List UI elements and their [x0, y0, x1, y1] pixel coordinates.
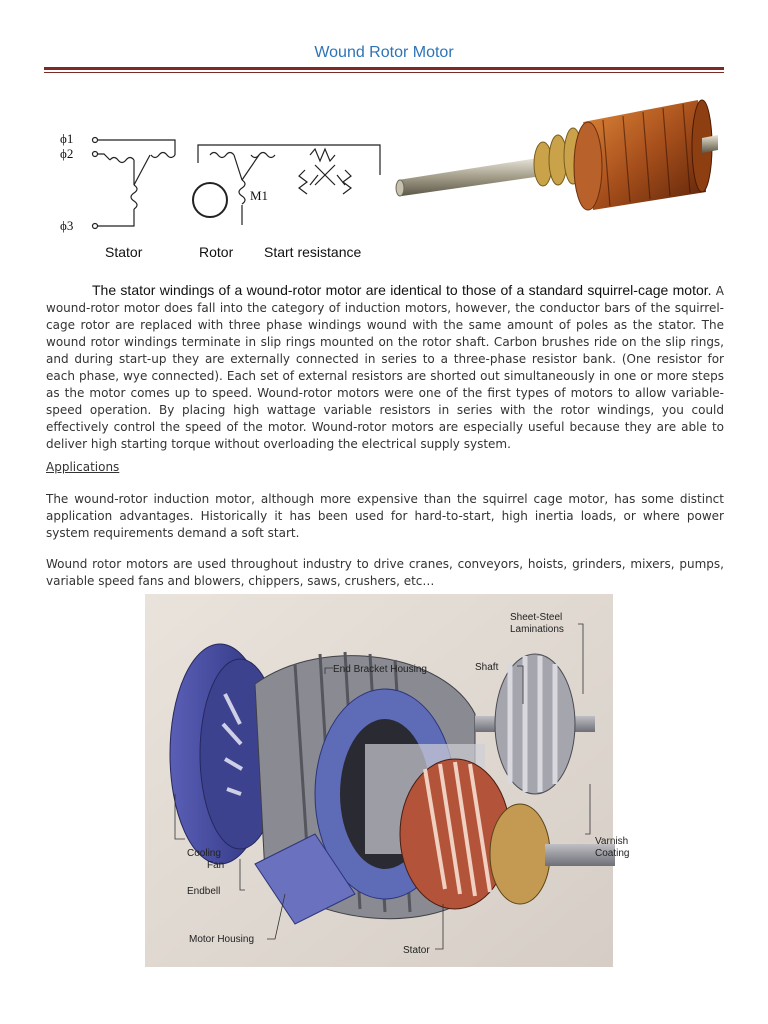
intro-lead: The stator windings of a wound-rotor motor are identical to those of a standard squirrel-cage motor.: [92, 282, 712, 298]
applications-paragraph-1: The wound-rotor induction motor, although more expensive than the squirrel cage motor, has some distinct application advantages. Historically it has been used for hard-to-start, high inertia loads, or where power system requirements demand a soft start.: [46, 492, 724, 540]
caption-start-resistance: Start resistance: [264, 244, 362, 260]
wound-rotor-photo: [388, 92, 718, 264]
label-laminations-1: Sheet-Steel: [510, 612, 563, 623]
page-title: Wound Rotor Motor: [314, 44, 454, 61]
label-varnish-1: Varnish: [595, 836, 629, 847]
phase-label-3: ϕ3: [60, 218, 74, 233]
intro-paragraph: [46, 282, 724, 453]
intro-rest: A wound-rotor motor does fall into the category of induction motors, however, the conductor bars of the squirrel-cage rotor are replaced with three phase windings wound with the same amount of poles as the stator. The wound rotor windings terminate in slip rings mounted on the rotor shaft. Carbon brushes ride on the slip rings, and during start-up they are externally connected in series to a three-phase resistor bank. (One resistor for each phase, wye connected). Each set of external resistors are shorted out simultaneously in one or more steps as the motor comes up to speed. Wound-rotor motors were one of the first types of motors to allow variable-speed operation. By placing high wattage variable resistors in series with the rotor windings, you could effectively control the speed of the motor. Wound-rotor motors are especially useful because they are able to deliver high starting torque without overloading the electrical supply system.: [46, 284, 724, 451]
label-motor-housing: Motor Housing: [189, 934, 255, 945]
label-end-bracket-housing: End Bracket Housing: [333, 664, 427, 675]
applications-heading: Applications: [46, 460, 120, 474]
caption-stator: Stator: [105, 244, 143, 260]
title-rule-thin: [44, 72, 724, 73]
applications-paragraph-2: Wound rotor motors are used throughout industry to drive cranes, conveyors, hoists, grinders, mixers, pumps, variable speed fans and blowers, chippers, saws, crushers, etc…: [46, 557, 724, 588]
phase-label-2: ϕ2: [60, 146, 74, 161]
motor-label: M1: [250, 188, 269, 203]
label-varnish-2: Coating: [595, 848, 630, 859]
title-rule-thick: [44, 67, 724, 70]
motor-cutaway-diagram: [145, 594, 630, 967]
phase-label-1: ϕ1: [60, 131, 74, 146]
label-stator: Stator: [403, 945, 430, 956]
caption-rotor: Rotor: [199, 244, 234, 260]
label-shaft: Shaft: [475, 662, 499, 673]
label-cooling-fan-1: Cooling: [187, 848, 221, 859]
label-endbell: Endbell: [187, 886, 221, 897]
label-cooling-fan-2: Fan: [207, 860, 225, 871]
label-laminations-2: Laminations: [510, 624, 564, 635]
